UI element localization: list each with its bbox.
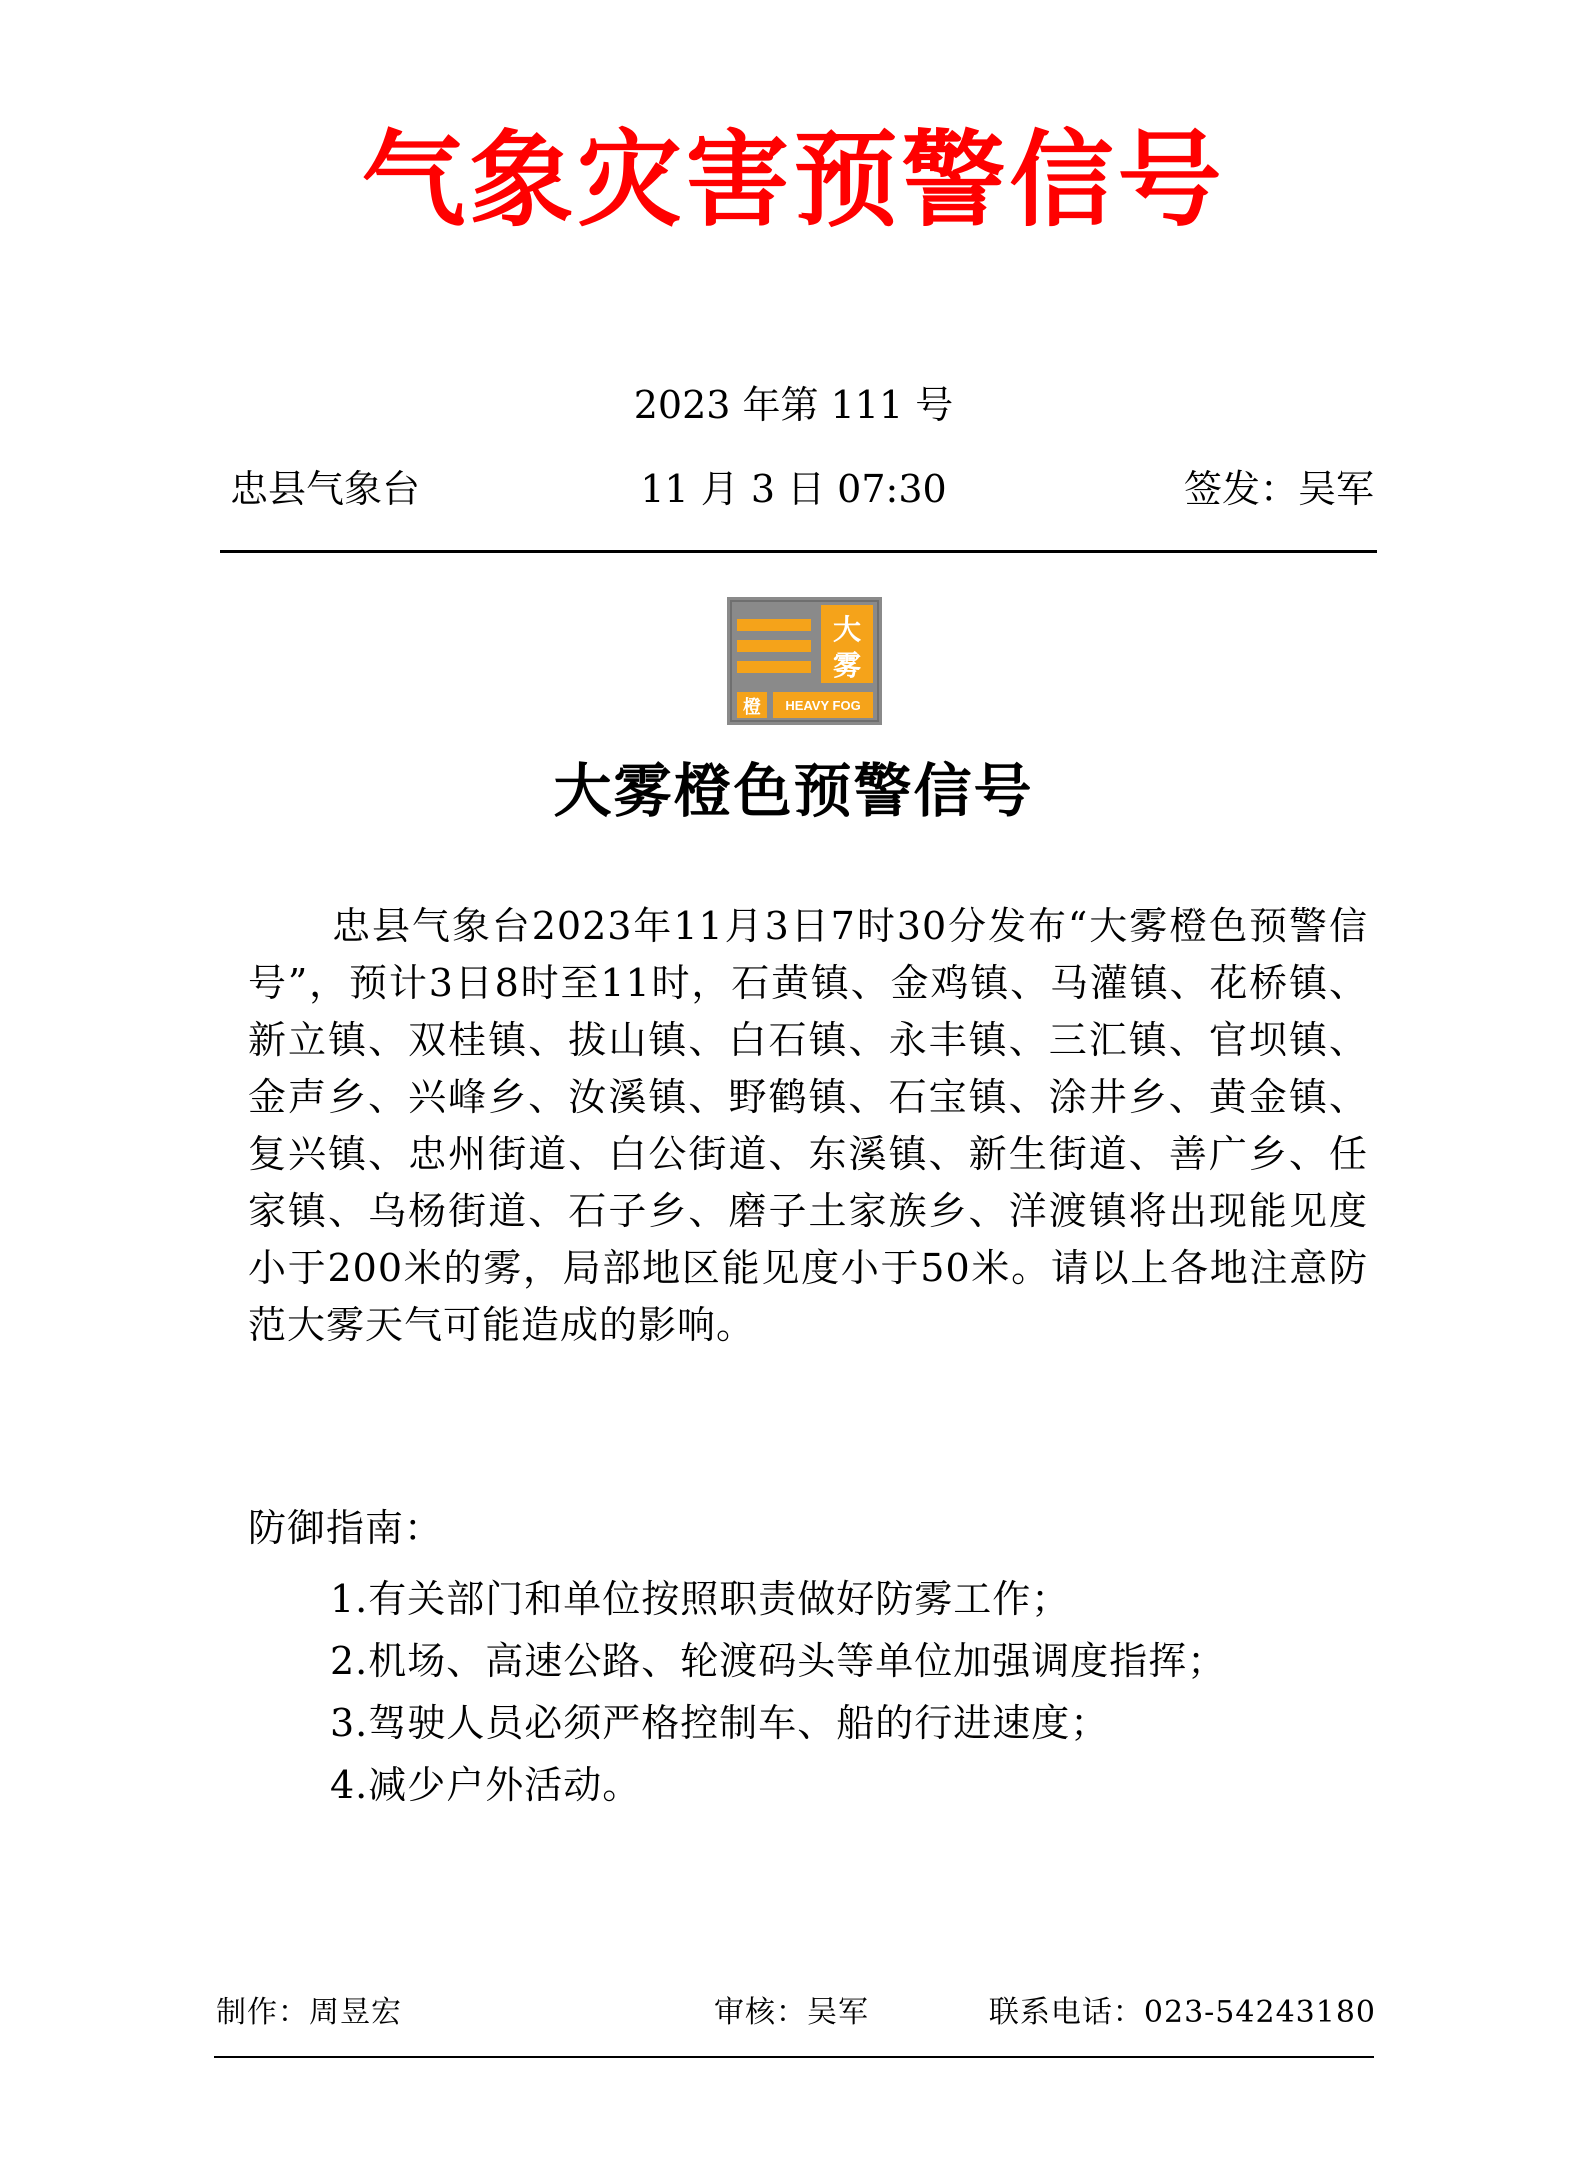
guide-item: 3.驾驶人员必须严格控制车、船的行进速度； [330,1701,1110,1745]
warning-paragraph: 忠县气象台2023年11月3日7时30分发布“大雾橙色预警信号”，预计3日8时至11时，石黄镇、金鸡镇、马灌镇、花桥镇、新立镇、双桂镇、拔山镇、白石镇、永丰镇、三汇镇、官坝镇、金声乡、兴峰乡、汝溪镇、野鹤镇、石宝镇、涂井乡、黄金镇、复兴镇、忠州街道、白公街道、东溪镇、新生街道、善广乡、任家镇、乌杨街道、石子乡、磨子土家族乡、洋渡镇将出现能见度小于200米的雾，局部地区能见度小于50米。请以上各地注意防范大雾天气可能造成的影响。 [248,904,1368,1347]
footer-contact: 联系电话：023-54243180 [988,1995,1376,2030]
issuing-office: 忠县气象台 [230,467,421,511]
signal-title: 大雾橙色预警信号 [553,757,1034,825]
icon-level-char: 橙 [743,697,761,718]
issue-time: 11 月 3 日 07:30 [640,467,947,511]
icon-char-top: 大 [832,613,862,646]
icon-char-bottom: 雾 [832,649,862,682]
guide-item: 1.有关部门和单位按照职责做好防雾工作； [330,1577,1071,1621]
header-divider [220,550,1377,553]
guide-list [330,1568,1226,1816]
issue-number: 2023 年第 111 号 [633,383,954,427]
guide-item: 2.机场、高速公路、轮渡码头等单位加强调度指挥； [330,1639,1227,1683]
footer-divider [214,2056,1374,2058]
document-title: 气象灾害预警信号 [361,118,1226,241]
icon-english-label: HEAVY FOG [785,698,861,713]
footer-reviewer: 审核：吴军 [714,1995,869,2030]
guide-heading: 防御指南： [248,1506,444,1550]
guide-item: 4.减少户外活动。 [330,1763,642,1807]
heavy-fog-orange-warning-icon [727,597,882,725]
footer-maker: 制作：周昱宏 [216,1995,402,2030]
signer: 签发：吴军 [1183,467,1374,511]
